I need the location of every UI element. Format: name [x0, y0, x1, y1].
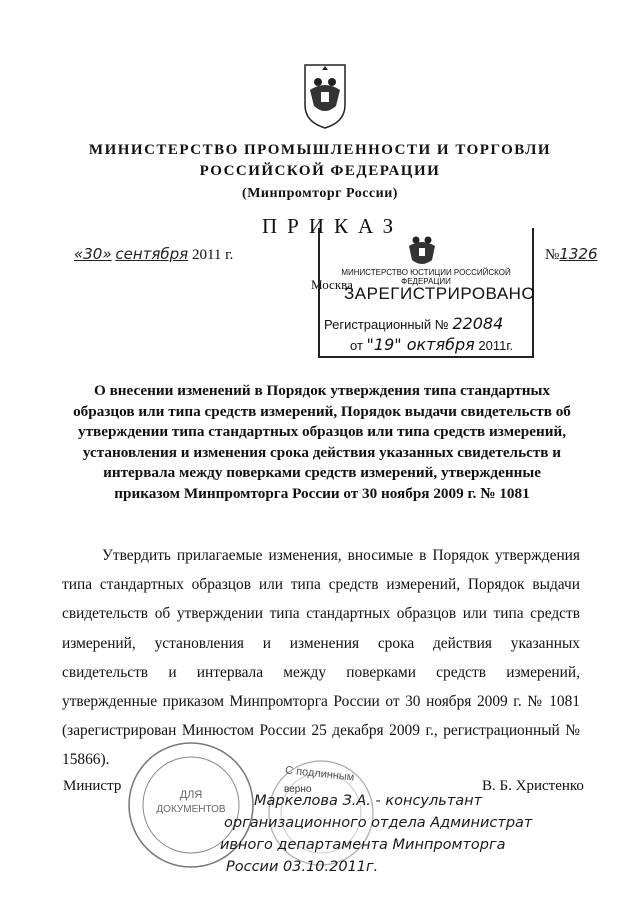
signer-position: Министр: [63, 778, 122, 794]
order-title: О внесении изменений в Порядок утверждения типа стандартных образцов или типа средств измерений, Порядок выдачи свидетельств об утверждении типа стандартных образцов или типа средств измерений, установления и изменения срока действия указанных свидетельств и интервала между поверками средств измерений, утвержденные приказом Минпромторга России от 30 ноября 2009 г. № 1081: [73, 382, 571, 502]
order-body: Утвердить прилагаемые изменения, вносимые в Порядок утверждения типа стандартных образцов или типа средств измерений, Порядок выдачи свидетельств об утверждении типа стандартных образцов или типа средств измерений, установления и изменения срока действия указанных свидетельств и интервала между поверками средств измерений, утвержденные приказом Минпромторга России от 30 ноября 2009 г. № 1081 (зарегистрирован Минюстом России 25 декабря 2009 г., регистрационный № 15866).: [62, 547, 580, 769]
date-year: 2011 г.: [191, 247, 234, 263]
document-type: ПРИКАЗ: [262, 214, 404, 238]
seal-text-line1: ДЛЯ: [179, 789, 203, 801]
order-date: [74, 245, 233, 264]
stamp-reg-number: [324, 314, 503, 333]
number-prefix: №: [545, 247, 560, 263]
ministry-name-line1: МИНИСТЕРСТВО ПРОМЫШЛЕННОСТИ И ТОРГОВЛИ: [88, 142, 552, 158]
date-month-handwritten: сентября: [115, 245, 189, 263]
signer-name: В. Б. Христенко: [482, 778, 584, 794]
handnote-line1: Маркелова З.А. - консультант: [254, 793, 483, 809]
stamp-date-label: от: [350, 338, 363, 353]
stamp-date-handwritten: "19" октября: [366, 335, 475, 354]
ministry-short-name: (Минпромторг России): [242, 186, 398, 201]
ministry-name-line2: РОССИЙСКОЙ ФЕДЕРАЦИИ: [199, 163, 441, 179]
handnote-line2: организационного отдела Администрат: [224, 815, 533, 831]
stamp-date: [350, 335, 513, 354]
stamp-date-year: 2011г.: [478, 338, 514, 353]
number-handwritten: 1326: [559, 245, 598, 263]
seal-text-line2: ДОКУМЕНТОВ: [156, 804, 226, 815]
stamp-emblem-icon: [404, 230, 440, 268]
registration-stamp: [318, 228, 534, 358]
handnote-line3: ивного департамента Минпромторга: [220, 837, 506, 853]
order-number: [545, 245, 598, 264]
city: Москва: [311, 277, 353, 292]
copy-mark-verna: верно: [284, 784, 312, 795]
handwritten-note: [220, 790, 632, 878]
stamp-ministry: МИНИСТЕРСТВО ЮСТИЦИИ РОССИЙСКОЙ ФЕДЕРАЦИИ: [341, 268, 511, 286]
copy-mark-label: С подлинным: [284, 764, 355, 784]
stamp-reg-number-handwritten: 22084: [452, 314, 504, 333]
stamp-reg-label: Регистрационный №: [324, 317, 449, 332]
stamp-status: ЗАРЕГИСТРИРОВАНО: [344, 284, 536, 303]
handnote-line4: России 03.10.2011г.: [226, 859, 379, 875]
date-day: «30»: [74, 245, 112, 263]
coat-of-arms-emblem: [300, 60, 350, 130]
